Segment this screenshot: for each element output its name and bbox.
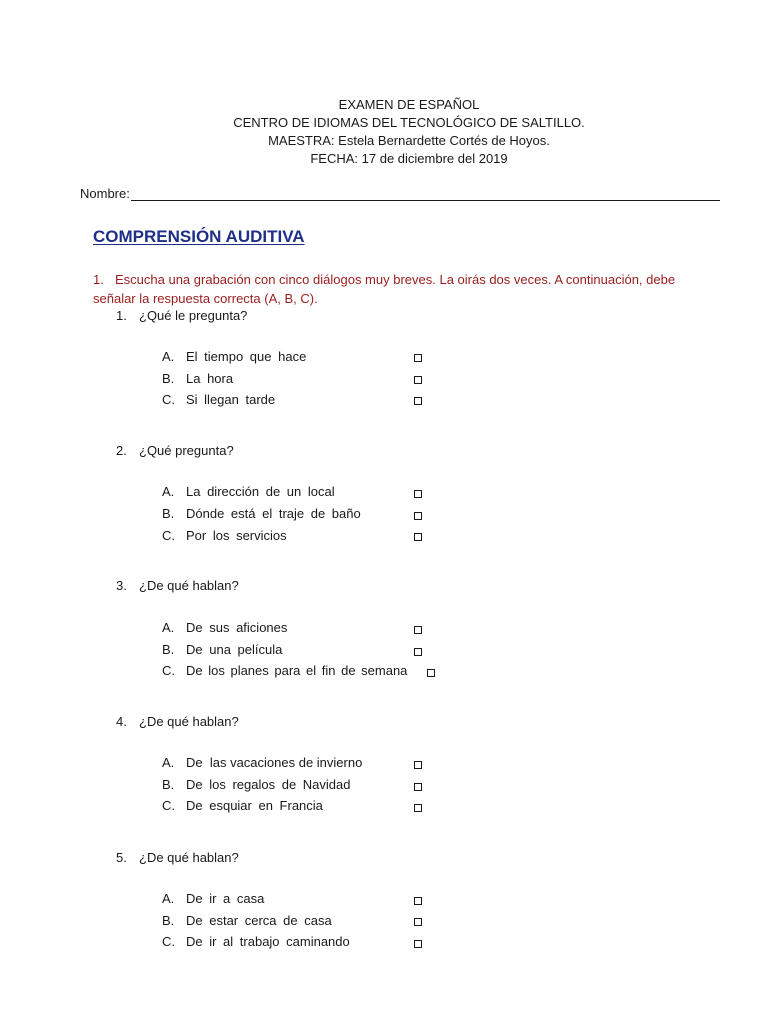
answer-checkbox[interactable] xyxy=(414,918,422,926)
section-title: COMPRENSIÓN AUDITIVA xyxy=(93,227,305,246)
option-text: El tiempo que hace xyxy=(186,349,307,364)
answer-checkbox[interactable] xyxy=(414,804,422,812)
instruction-text: Escucha una grabación con cinco diálogos muy breves. La oirás dos veces. A continuación, debe señalar la respuesta correcta (A, B, C). xyxy=(93,272,676,306)
question-text: ¿Qué pregunta? xyxy=(139,443,234,458)
option-letter: B. xyxy=(162,913,175,928)
answer-checkbox[interactable] xyxy=(414,490,422,498)
answer-option xyxy=(162,663,407,678)
option-letter: B. xyxy=(162,371,175,386)
question xyxy=(116,850,239,865)
option-text: De sus aficiones xyxy=(186,620,288,635)
answer-checkbox[interactable] xyxy=(414,940,422,948)
answer-option xyxy=(162,484,335,499)
option-letter: B. xyxy=(162,642,175,657)
answer-option xyxy=(162,392,275,407)
option-text: Dónde está el traje de baño xyxy=(186,506,361,521)
answer-option xyxy=(162,642,282,657)
option-text: De una película xyxy=(186,642,283,657)
answer-checkbox[interactable] xyxy=(414,897,422,905)
answer-checkbox[interactable] xyxy=(427,669,435,677)
answer-option xyxy=(162,506,361,521)
option-text: La hora xyxy=(186,371,234,386)
answer-option xyxy=(162,891,264,906)
institution-name: CENTRO DE IDIOMAS DEL TECNOLÓGICO DE SALTILLO. xyxy=(233,115,585,130)
question-number: 4. xyxy=(116,714,127,729)
question-number: 3. xyxy=(116,578,127,593)
option-letter: C. xyxy=(162,663,175,678)
option-letter: A. xyxy=(162,620,175,635)
question xyxy=(116,443,234,458)
option-text: Si llegan tarde xyxy=(186,392,276,407)
question-number: 1. xyxy=(116,308,127,323)
instruction-number: 1. xyxy=(93,272,104,287)
answer-checkbox[interactable] xyxy=(414,533,422,541)
question-text: ¿De qué hablan? xyxy=(139,714,239,729)
exam-header xyxy=(0,96,768,168)
option-letter: A. xyxy=(162,891,175,906)
answer-option xyxy=(162,755,362,770)
option-text: De estar cerca de casa xyxy=(186,913,332,928)
option-letter: C. xyxy=(162,392,175,407)
name-blank-line[interactable] xyxy=(131,188,720,201)
teacher-name: MAESTRA: Estela Bernardette Cortés de Hoyos. xyxy=(268,133,550,148)
answer-checkbox[interactable] xyxy=(414,648,422,656)
question-text: ¿De qué hablan? xyxy=(139,578,239,593)
option-letter: B. xyxy=(162,777,175,792)
option-letter: C. xyxy=(162,798,175,813)
option-letter: A. xyxy=(162,484,175,499)
answer-option xyxy=(162,349,306,364)
answer-checkbox[interactable] xyxy=(414,354,422,362)
answer-checkbox[interactable] xyxy=(414,626,422,634)
name-field xyxy=(80,186,720,201)
question-number: 2. xyxy=(116,443,127,458)
option-text: De las vacaciones de invierno xyxy=(186,755,363,770)
option-text: La dirección de un local xyxy=(186,484,335,499)
question-text: ¿De qué hablan? xyxy=(139,850,239,865)
option-text: De los regalos de Navidad xyxy=(186,777,351,792)
instruction xyxy=(93,270,693,308)
option-letter: A. xyxy=(162,755,175,770)
answer-checkbox[interactable] xyxy=(414,761,422,769)
question-number: 5. xyxy=(116,850,127,865)
question xyxy=(116,578,239,593)
answer-checkbox[interactable] xyxy=(414,783,422,791)
answer-option xyxy=(162,528,287,543)
name-label: Nombre: xyxy=(80,186,130,201)
option-letter: C. xyxy=(162,528,175,543)
answer-option xyxy=(162,934,350,949)
answer-checkbox[interactable] xyxy=(414,512,422,520)
question xyxy=(116,714,239,729)
option-letter: B. xyxy=(162,506,175,521)
answer-option xyxy=(162,777,350,792)
option-letter: C. xyxy=(162,934,175,949)
answer-option xyxy=(162,371,233,386)
answer-option xyxy=(162,913,332,928)
option-text: Por los servicios xyxy=(186,528,287,543)
option-text: De esquiar en Francia xyxy=(186,798,323,813)
option-letter: A. xyxy=(162,349,175,364)
option-text: De ir a casa xyxy=(186,891,265,906)
answer-option xyxy=(162,620,287,635)
question xyxy=(116,308,247,323)
option-text: De ir al trabajo caminando xyxy=(186,934,350,949)
option-text: De los planes para el fin de semana xyxy=(186,663,408,678)
exam-date: FECHA: 17 de diciembre del 2019 xyxy=(310,151,508,166)
answer-checkbox[interactable] xyxy=(414,397,422,405)
answer-option xyxy=(162,798,323,813)
exam-title: EXAMEN DE ESPAÑOL xyxy=(338,97,480,112)
answer-checkbox[interactable] xyxy=(414,376,422,384)
question-text: ¿Qué le pregunta? xyxy=(139,308,248,323)
